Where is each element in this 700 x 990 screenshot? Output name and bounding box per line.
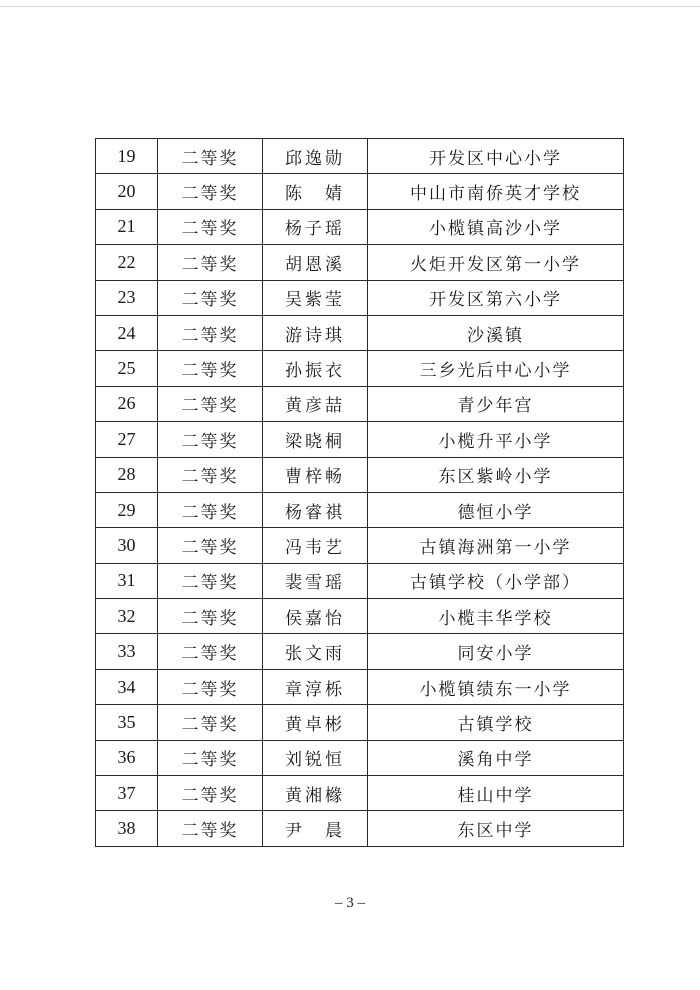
award-level-cell: 二等奖 <box>158 457 263 492</box>
student-name-cell: 黄彦喆 <box>263 386 368 421</box>
student-name-cell: 章淳栎 <box>263 669 368 704</box>
student-name-cell: 裴雪瑶 <box>263 563 368 598</box>
row-number-cell: 25 <box>96 351 158 386</box>
table-row <box>96 669 624 704</box>
award-level-cell: 二等奖 <box>158 174 263 209</box>
school-name-cell: 古镇学校 <box>368 705 624 740</box>
award-level-cell: 二等奖 <box>158 599 263 634</box>
row-number-cell: 38 <box>96 811 158 846</box>
award-table <box>95 138 624 847</box>
award-level-cell: 二等奖 <box>158 705 263 740</box>
school-name-cell: 开发区第六小学 <box>368 280 624 315</box>
award-level-cell: 二等奖 <box>158 669 263 704</box>
student-name-cell: 陈 婧 <box>263 174 368 209</box>
table-row <box>96 457 624 492</box>
student-name-cell: 吴紫莹 <box>263 280 368 315</box>
table-row <box>96 599 624 634</box>
row-number-cell: 30 <box>96 528 158 563</box>
row-number-cell: 37 <box>96 776 158 811</box>
student-name-cell: 孙振衣 <box>263 351 368 386</box>
award-level-cell: 二等奖 <box>158 563 263 598</box>
school-name-cell: 德恒小学 <box>368 492 624 527</box>
student-name-cell: 杨睿祺 <box>263 492 368 527</box>
table-row <box>96 422 624 457</box>
award-level-cell: 二等奖 <box>158 776 263 811</box>
award-level-cell: 二等奖 <box>158 492 263 527</box>
table-row <box>96 634 624 669</box>
page-number: – 3 – <box>335 895 365 911</box>
award-level-cell: 二等奖 <box>158 386 263 421</box>
award-level-cell: 二等奖 <box>158 280 263 315</box>
table-row <box>96 740 624 775</box>
table-row <box>96 492 624 527</box>
award-level-cell: 二等奖 <box>158 811 263 846</box>
table-row <box>96 528 624 563</box>
school-name-cell: 古镇海洲第一小学 <box>368 528 624 563</box>
table-row <box>96 139 624 174</box>
table-row <box>96 174 624 209</box>
student-name-cell: 冯韦艺 <box>263 528 368 563</box>
row-number-cell: 34 <box>96 669 158 704</box>
school-name-cell: 同安小学 <box>368 634 624 669</box>
table-row <box>96 315 624 350</box>
row-number-cell: 22 <box>96 245 158 280</box>
table-row <box>96 209 624 244</box>
school-name-cell: 小榄镇绩东一小学 <box>368 669 624 704</box>
school-name-cell: 三乡光后中心小学 <box>368 351 624 386</box>
student-name-cell: 黄湘橼 <box>263 776 368 811</box>
table-row <box>96 811 624 846</box>
school-name-cell: 小榄升平小学 <box>368 422 624 457</box>
page-top-edge <box>0 6 700 7</box>
row-number-cell: 36 <box>96 740 158 775</box>
row-number-cell: 20 <box>96 174 158 209</box>
row-number-cell: 19 <box>96 139 158 174</box>
row-number-cell: 24 <box>96 315 158 350</box>
row-number-cell: 21 <box>96 209 158 244</box>
school-name-cell: 古镇学校（小学部） <box>368 563 624 598</box>
school-name-cell: 小榄镇高沙小学 <box>368 209 624 244</box>
student-name-cell: 侯嘉怡 <box>263 599 368 634</box>
award-level-cell: 二等奖 <box>158 139 263 174</box>
student-name-cell: 胡恩溪 <box>263 245 368 280</box>
table-row <box>96 351 624 386</box>
table-row <box>96 280 624 315</box>
school-name-cell: 开发区中心小学 <box>368 139 624 174</box>
table-row <box>96 563 624 598</box>
school-name-cell: 火炬开发区第一小学 <box>368 245 624 280</box>
award-level-cell: 二等奖 <box>158 634 263 669</box>
school-name-cell: 东区中学 <box>368 811 624 846</box>
student-name-cell: 杨子瑶 <box>263 209 368 244</box>
table-row <box>96 705 624 740</box>
row-number-cell: 26 <box>96 386 158 421</box>
award-level-cell: 二等奖 <box>158 422 263 457</box>
row-number-cell: 27 <box>96 422 158 457</box>
row-number-cell: 23 <box>96 280 158 315</box>
student-name-cell: 曹梓畅 <box>263 457 368 492</box>
award-level-cell: 二等奖 <box>158 245 263 280</box>
table-row <box>96 245 624 280</box>
student-name-cell: 尹 晨 <box>263 811 368 846</box>
school-name-cell: 中山市南侨英才学校 <box>368 174 624 209</box>
award-level-cell: 二等奖 <box>158 209 263 244</box>
student-name-cell: 黄卓彬 <box>263 705 368 740</box>
student-name-cell: 梁晓桐 <box>263 422 368 457</box>
award-table-body <box>96 139 624 847</box>
award-level-cell: 二等奖 <box>158 351 263 386</box>
award-level-cell: 二等奖 <box>158 315 263 350</box>
school-name-cell: 桂山中学 <box>368 776 624 811</box>
row-number-cell: 31 <box>96 563 158 598</box>
student-name-cell: 刘锐恒 <box>263 740 368 775</box>
student-name-cell: 邱逸勋 <box>263 139 368 174</box>
row-number-cell: 28 <box>96 457 158 492</box>
row-number-cell: 29 <box>96 492 158 527</box>
row-number-cell: 35 <box>96 705 158 740</box>
award-level-cell: 二等奖 <box>158 528 263 563</box>
school-name-cell: 沙溪镇 <box>368 315 624 350</box>
school-name-cell: 溪角中学 <box>368 740 624 775</box>
student-name-cell: 游诗琪 <box>263 315 368 350</box>
row-number-cell: 32 <box>96 599 158 634</box>
school-name-cell: 东区紫岭小学 <box>368 457 624 492</box>
row-number-cell: 33 <box>96 634 158 669</box>
school-name-cell: 青少年宫 <box>368 386 624 421</box>
student-name-cell: 张文雨 <box>263 634 368 669</box>
school-name-cell: 小榄丰华学校 <box>368 599 624 634</box>
award-level-cell: 二等奖 <box>158 740 263 775</box>
table-row <box>96 776 624 811</box>
table-row <box>96 386 624 421</box>
